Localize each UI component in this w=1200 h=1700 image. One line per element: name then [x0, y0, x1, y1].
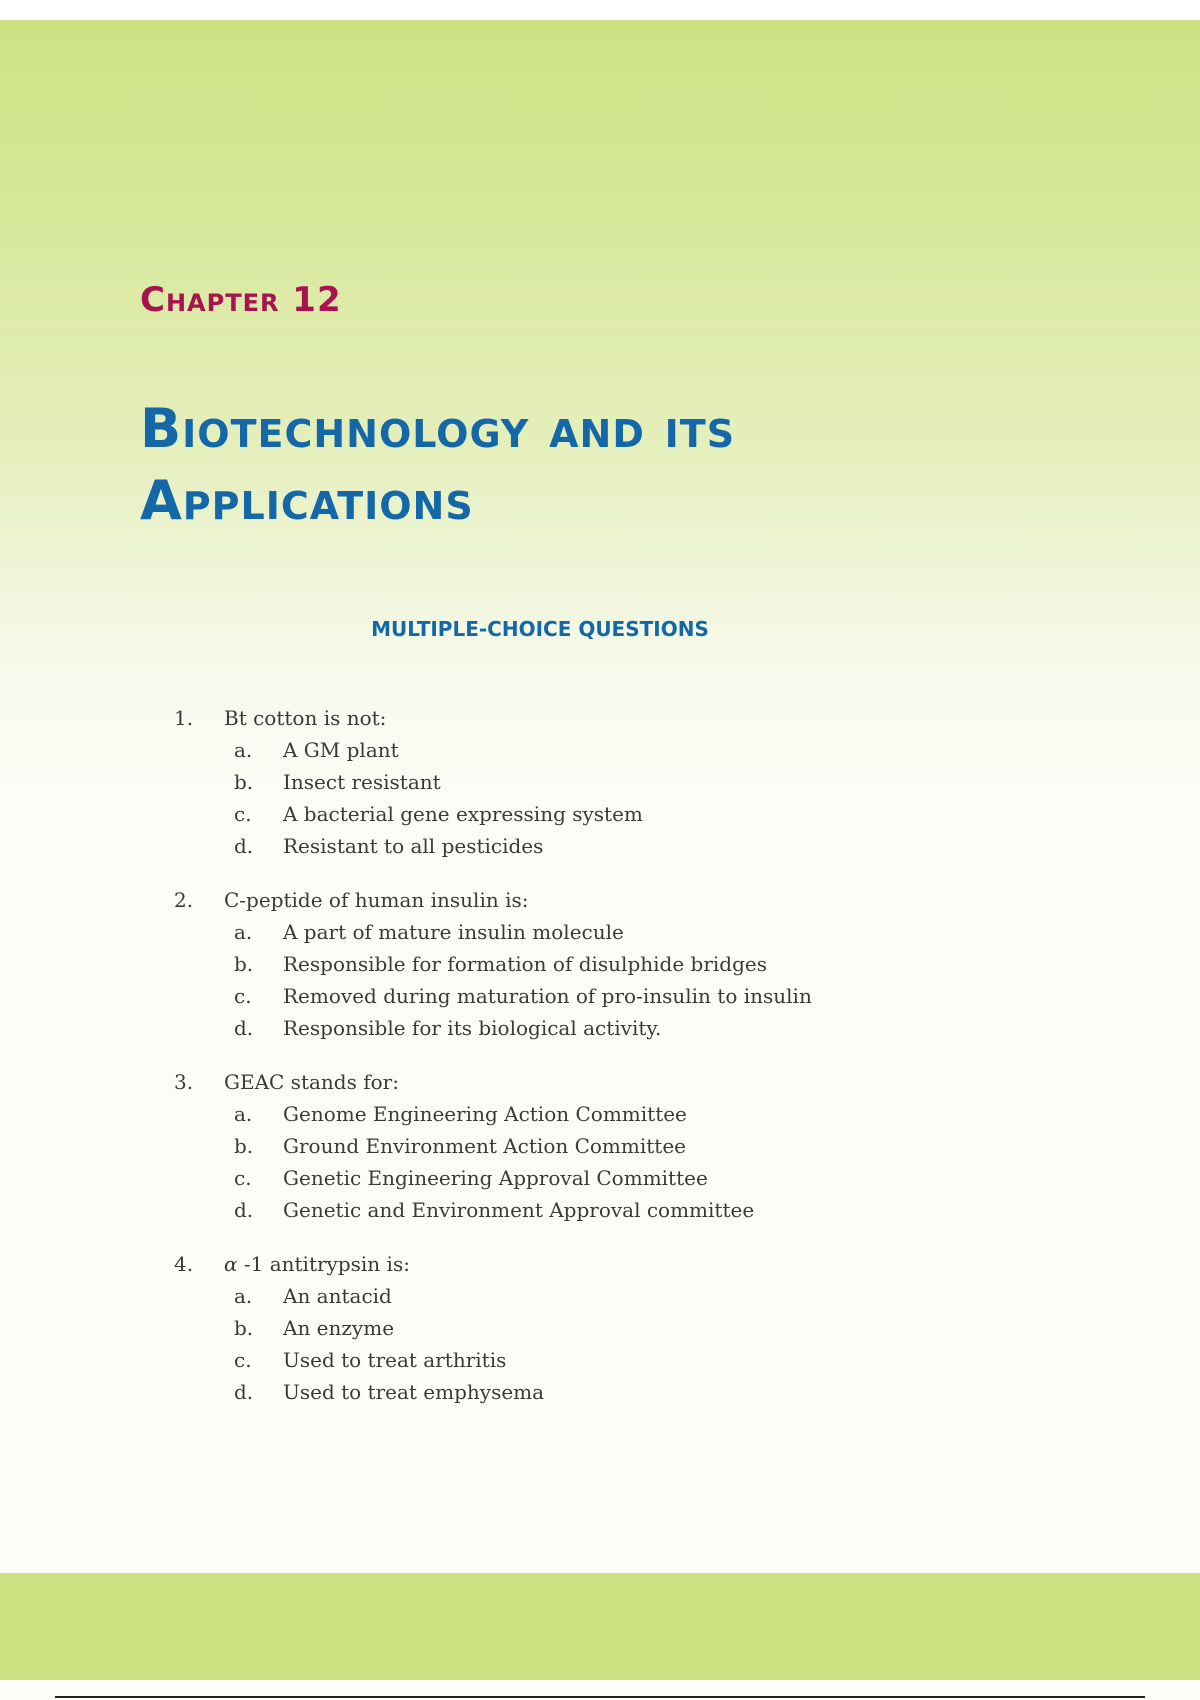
option-text: Responsible for formation of disulphide bridges	[283, 952, 767, 976]
question-stem	[174, 1066, 1074, 1098]
option-text: A part of mature insulin molecule	[283, 920, 624, 944]
option-text: An antacid	[283, 1284, 392, 1308]
question-number: 1.	[174, 706, 194, 730]
footer-band	[0, 1573, 1200, 1680]
option-b	[234, 766, 1074, 798]
question-2	[174, 884, 1074, 1044]
option-text: A GM plant	[283, 738, 399, 762]
option-c	[234, 1162, 1074, 1194]
option-d	[234, 1376, 1074, 1408]
option-text: Used to treat emphysema	[283, 1380, 545, 1404]
chapter-title-line-2: Applications	[140, 469, 474, 532]
option-letter: b.	[234, 952, 254, 976]
option-letter: b.	[234, 1316, 254, 1340]
question-text: C-peptide of human insulin is:	[224, 888, 529, 912]
chapter-title-line-1: Biotechnology and its	[140, 397, 736, 460]
option-letter: d.	[234, 1016, 254, 1040]
option-letter: c.	[234, 984, 252, 1008]
option-text: Genetic and Environment Approval committee	[283, 1198, 755, 1222]
option-text: A bacterial gene expressing system	[283, 802, 643, 826]
option-list	[174, 1098, 1074, 1226]
option-text: Responsible for its biological activity.	[283, 1016, 662, 1040]
option-letter: d.	[234, 1198, 254, 1222]
question-stem	[174, 884, 1074, 916]
option-text: Ground Environment Action Committee	[283, 1134, 687, 1158]
question-list	[174, 702, 1074, 1430]
question-number: 3.	[174, 1070, 194, 1094]
option-a	[234, 1280, 1074, 1312]
question-number: 2.	[174, 888, 194, 912]
option-text: Genetic Engineering Approval Committee	[283, 1166, 708, 1190]
question-stem	[174, 1248, 1074, 1280]
option-d	[234, 1194, 1074, 1226]
option-c	[234, 980, 1074, 1012]
option-letter: c.	[234, 1348, 252, 1372]
option-b	[234, 1312, 1074, 1344]
option-a	[234, 916, 1074, 948]
option-letter: c.	[234, 1166, 252, 1190]
option-text: Insect resistant	[283, 770, 441, 794]
question-text: Bt cotton is not:	[224, 706, 387, 730]
option-a	[234, 1098, 1074, 1130]
option-b	[234, 1130, 1074, 1162]
question-text: -1 antitrypsin is:	[237, 1252, 410, 1276]
option-text: Genome Engineering Action Committee	[283, 1102, 687, 1126]
question-3	[174, 1066, 1074, 1226]
question-1	[174, 702, 1074, 862]
option-letter: d.	[234, 1380, 254, 1404]
option-b	[234, 948, 1074, 980]
option-d	[234, 830, 1074, 862]
option-list	[174, 1280, 1074, 1408]
option-letter: c.	[234, 802, 252, 826]
option-a	[234, 734, 1074, 766]
option-letter: d.	[234, 834, 254, 858]
option-c	[234, 1344, 1074, 1376]
option-letter: a.	[234, 1284, 253, 1308]
option-text: Used to treat arthritis	[283, 1348, 507, 1372]
chapter-title	[140, 393, 735, 537]
option-d	[234, 1012, 1074, 1044]
option-letter: b.	[234, 770, 254, 794]
option-letter: a.	[234, 1102, 253, 1126]
option-list	[174, 916, 1074, 1044]
footer-rule	[55, 1696, 1145, 1698]
option-list	[174, 734, 1074, 862]
question-4	[174, 1248, 1074, 1408]
alpha-symbol: α	[224, 1252, 238, 1276]
option-c	[234, 798, 1074, 830]
option-letter: a.	[234, 738, 253, 762]
question-stem	[174, 702, 1074, 734]
option-text: Resistant to all pesticides	[283, 834, 544, 858]
section-heading: MULTIPLE-CHOICE QUESTIONS	[371, 617, 709, 641]
option-letter: b.	[234, 1134, 254, 1158]
option-letter: a.	[234, 920, 253, 944]
option-text: Removed during maturation of pro-insulin to insulin	[283, 984, 812, 1008]
chapter-label: Chapter 12	[140, 280, 342, 320]
option-text: An enzyme	[283, 1316, 395, 1340]
question-text: GEAC stands for:	[224, 1070, 399, 1094]
question-number: 4.	[174, 1252, 194, 1276]
